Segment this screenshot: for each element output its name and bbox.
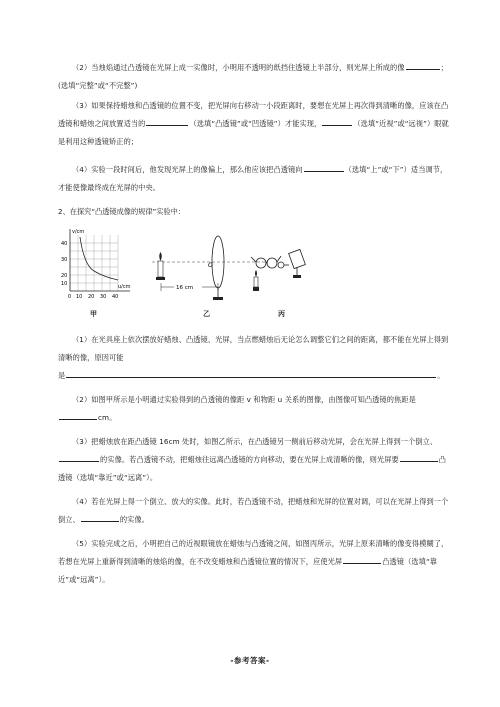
q2-part1-text-c: 。 xyxy=(437,371,445,380)
q1-part2 xyxy=(58,59,452,95)
q2-part2-blank[interactable] xyxy=(59,410,97,420)
q1-part3-text-b: （选填“凸透镜”或“凹透镜”）才能实现， xyxy=(189,119,322,128)
q2-part3-text-b: 的实像。若凸透镜不动，把蜡烛往远离凸透镜的方向移动，要在光屏上成清晰的像，则光屏要 xyxy=(100,455,399,464)
q1-part2-blank[interactable] xyxy=(406,60,440,70)
x-tick: 20 xyxy=(88,294,95,300)
y-axis-label: v/cm xyxy=(72,229,85,235)
y-tick: 40 xyxy=(61,241,68,247)
screen-icon xyxy=(289,249,306,278)
q2-part4-blank[interactable] xyxy=(81,512,119,522)
lens-holder-icon xyxy=(278,262,289,268)
q2-part1-text-a: （1）在光具座上依次摆放好蜡烛、凸透镜、光屏，当点燃蜡烛后无论怎么调整它们之间的距离，都不能在光屏上得到清晰的像，原因可能 xyxy=(58,335,449,362)
x-tick: 10 xyxy=(76,294,83,300)
q1-part3-blank-1[interactable] xyxy=(146,116,188,126)
y-tick: 30 xyxy=(61,257,68,263)
q1-part3-blank-2[interactable] xyxy=(322,116,352,126)
x-tick: 40 xyxy=(112,294,119,300)
v-u-curve xyxy=(80,237,118,280)
q2-part1-blank[interactable] xyxy=(66,368,436,378)
glasses-icon xyxy=(251,256,281,268)
figure-bing-label: 丙 xyxy=(278,310,285,318)
q2-part3 xyxy=(58,433,452,487)
q2-part5-blank[interactable] xyxy=(343,554,381,564)
q2-part4 xyxy=(58,493,452,529)
q2-part1 xyxy=(58,331,452,367)
y-tick: 10 xyxy=(61,281,68,287)
figure-bing-diagram xyxy=(245,225,325,305)
q2-part5-text-a: （5）实验完成之后，小明把自己的近视眼镜放在蜡烛与凸透镜之间，如图丙所示，光屏上原来清晰的像变得模糊了，若想在光屏上重新得到清晰的烛焰的像，在不改变蜡烛和凸透镜位置的情况下，应使光屏 xyxy=(58,539,449,566)
q2-part4-text-a: （4）若在光屏上得一个倒立、放大的实像。此时，若凸透镜不动，把蜡烛和光屏的位置对调，可以在光屏上得到一个倒立、 xyxy=(58,497,449,524)
q1-part2-text-b: ；(选填“完整”或“不完整”) xyxy=(58,63,448,90)
q1-part4-blank[interactable] xyxy=(304,162,344,172)
q1-part4-text-a: （4）实验一段时间后，他发现光屏上的像偏上，那么他应该把凸透镜向 xyxy=(72,165,303,174)
q1-part4-text-b: （选填“上”或“下”）适当调节，才能使像最终成在光屏的中央。 xyxy=(58,165,448,192)
q2-part3-text-c: 凸透镜（选填“靠近”或“远离”）。 xyxy=(58,455,447,482)
q1-part3-text-a: （3）如果保持蜡烛和凸透镜的位置不变，把光屏向右移动一小段距离时，要想在光屏上再次得到清晰的像，应该在凸透镜和蜡烛之间放置适当的 xyxy=(58,101,449,128)
q2-part4-text-b: 的实像。 xyxy=(119,515,150,524)
q2-part3-blank-2[interactable] xyxy=(400,452,438,462)
q2-part1-text-b: 是 xyxy=(58,371,66,380)
q2-part1-answer-line xyxy=(58,367,452,385)
answer-key-title: -参考答案- xyxy=(230,656,270,665)
q2-part3-text-a: （3）把蜡烛放在距凸透镜 16cm 处时，如图乙所示，在凸透镜另一侧前后移动光屏，会在光屏上得到一个倒立、 xyxy=(72,437,438,446)
x-tick: 0 xyxy=(68,294,72,300)
x-axis-label: u/cm xyxy=(118,284,131,290)
graph-grid xyxy=(70,235,118,291)
q2-title: 2、在探究“凸透镜成像的规律”实验中： xyxy=(58,207,186,216)
distance-label: 16 cm xyxy=(176,285,194,291)
q2-part5 xyxy=(58,535,452,589)
x-tick: 30 xyxy=(100,294,107,300)
lens-center-label: O xyxy=(208,262,213,269)
figure-yi-label: 乙 xyxy=(203,310,210,318)
candle-icon xyxy=(253,270,259,291)
q2-part2-text-a: （2）如图甲所示是小明通过实验得到的凸透镜的像距 v 和物距 u 关系的图像，由图像可知凸透镜的焦距是 xyxy=(72,395,416,404)
q1-part4 xyxy=(58,161,452,197)
q2-part3-blank-1[interactable] xyxy=(59,452,99,462)
q1-part3-text-c: （选填“近视”或“远视”）眼就是利用这种透镜矫正的； xyxy=(58,119,449,146)
q1-part2-text-a: （2）当烛焰通过凸透镜在光屏上成一实像时，小明用不透明的纸挡住透镜上半部分，则光屏上所成的像 xyxy=(72,63,405,72)
q1-part3 xyxy=(58,97,452,151)
q2-part5-text-b: 凸透镜（选填“靠近”或“远离”）。 xyxy=(58,557,438,584)
q2-part2 xyxy=(58,391,452,427)
figure-jia-graph xyxy=(60,225,140,305)
candle-icon xyxy=(156,252,165,280)
q2-figures xyxy=(60,225,440,325)
q2-part2-text-b: cm。 xyxy=(98,413,117,422)
y-tick: 20 xyxy=(61,273,68,279)
figure-jia-label: 甲 xyxy=(90,310,97,318)
